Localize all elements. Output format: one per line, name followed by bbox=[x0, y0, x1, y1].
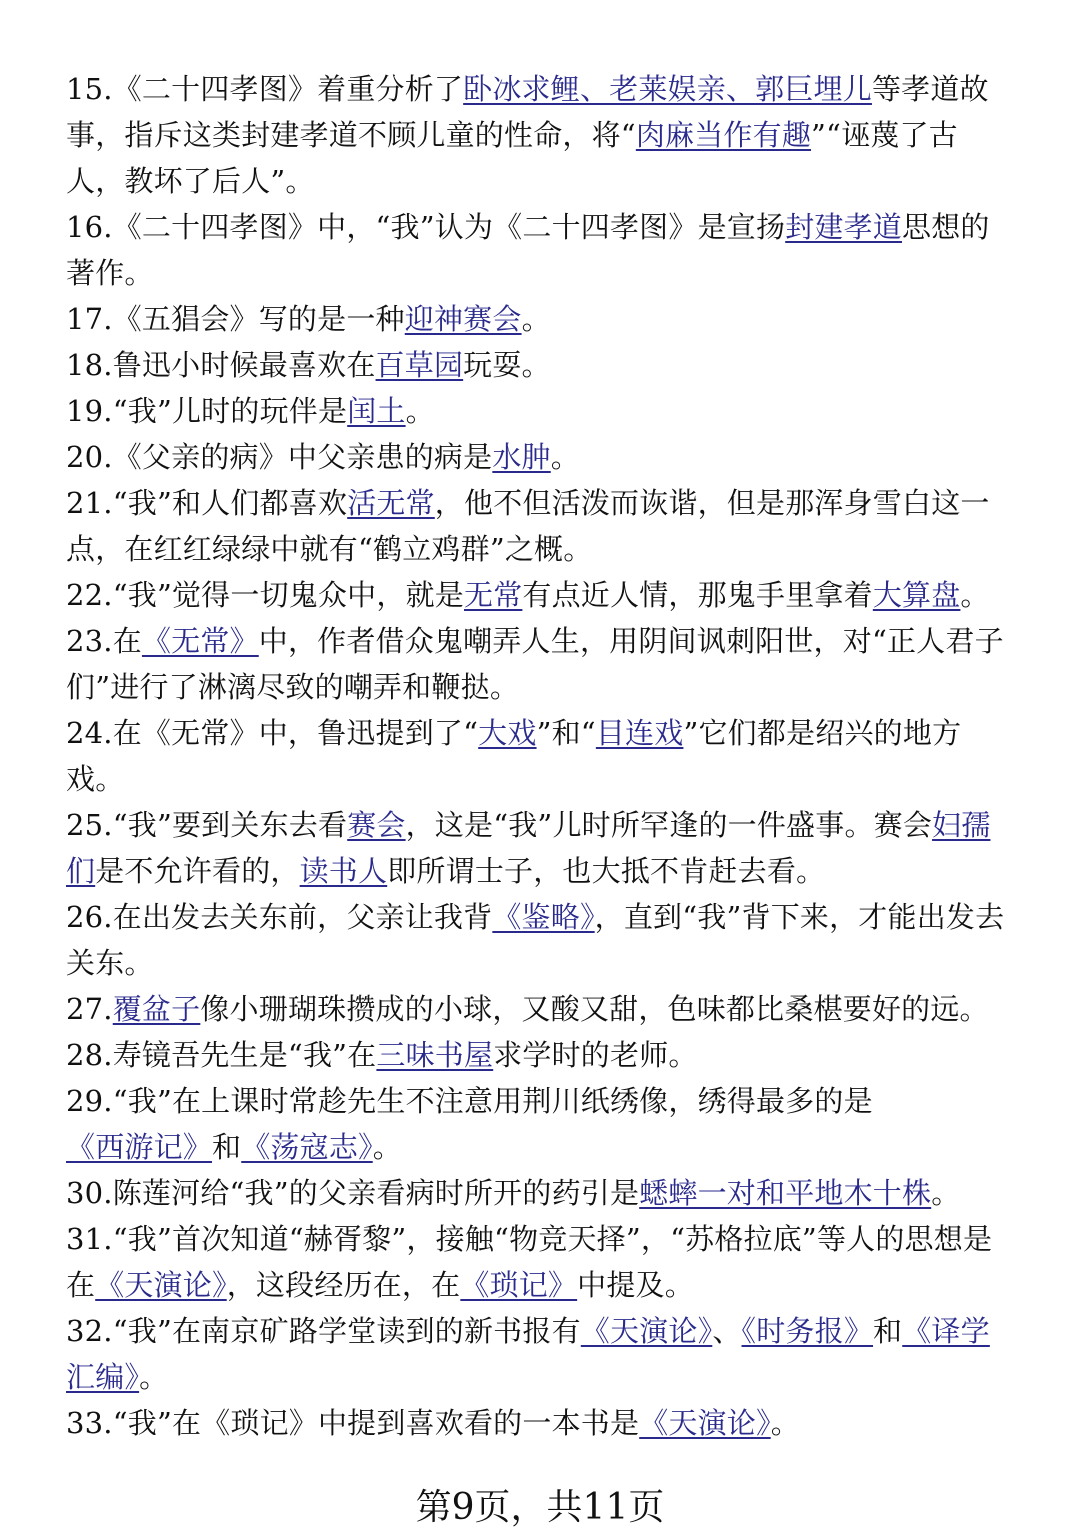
item-number: 20. bbox=[66, 440, 113, 474]
item-text: 。 bbox=[405, 394, 435, 428]
item-text: “我”和人们都喜欢 bbox=[112, 486, 348, 520]
item-text: 和 bbox=[212, 1130, 242, 1164]
question-item bbox=[66, 1216, 1016, 1308]
item-text: 。 bbox=[521, 302, 551, 336]
question-item bbox=[66, 1170, 1016, 1216]
answer-text: 肉麻当作有趣 bbox=[635, 118, 812, 152]
item-number: 30. bbox=[66, 1176, 113, 1210]
item-text: 中，作者借众鬼嘲弄人生，用阴间讽刺阳世，对“正人君子们”进行了淋漓尽致的嘲弄和鞭挞。 bbox=[66, 624, 1004, 704]
question-item bbox=[66, 204, 1016, 296]
item-number: 15. bbox=[66, 72, 113, 106]
item-text: 鲁迅小时候最喜欢在 bbox=[112, 348, 376, 382]
answer-text: 《荡寇志》 bbox=[241, 1130, 373, 1164]
answer-text: 百草园 bbox=[375, 348, 464, 382]
answer-text: 赛会 bbox=[347, 808, 406, 842]
item-text: 在出发去关东前，父亲让我背 bbox=[112, 900, 493, 934]
item-number: 29. bbox=[66, 1084, 113, 1118]
question-item bbox=[66, 618, 1016, 710]
item-number: 19. bbox=[66, 394, 113, 428]
answer-text: 《时务报》 bbox=[741, 1314, 874, 1348]
answer-text: 目连戏 bbox=[595, 716, 684, 750]
item-text: 。 bbox=[770, 1406, 800, 1440]
item-text: ”和“ bbox=[536, 716, 596, 750]
item-text: “我”在上课时常趁先生不注意用荆川纸绣像，绣得最多的是 bbox=[112, 1084, 873, 1118]
question-item bbox=[66, 1078, 1016, 1170]
answer-text: 水肿 bbox=[492, 440, 551, 474]
question-item bbox=[66, 802, 1016, 894]
question-item bbox=[66, 480, 1016, 572]
item-text: 陈莲河给“我”的父亲看病时所开的药引是 bbox=[112, 1176, 640, 1210]
answer-text: 无常 bbox=[464, 578, 523, 612]
item-number: 28. bbox=[66, 1038, 113, 1072]
item-text: 《二十四孝图》中，“我”认为《二十四孝图》是宣扬 bbox=[112, 210, 786, 244]
answer-text: 覆盆子 bbox=[112, 992, 201, 1026]
item-text: 思想的著作。 bbox=[66, 210, 990, 290]
question-item bbox=[66, 986, 1016, 1032]
answer-text: 大算盘 bbox=[872, 578, 961, 612]
item-text: ”它们都是绍兴的地方戏。 bbox=[66, 716, 962, 796]
item-text: 是不允许看的， bbox=[95, 854, 300, 888]
item-text: 《五猖会》写的是一种 bbox=[112, 302, 405, 336]
answer-text: 活无常 bbox=[347, 486, 435, 520]
answer-text: 《译学汇编》 bbox=[66, 1314, 990, 1394]
item-text: 。 bbox=[550, 440, 580, 474]
item-number: 24. bbox=[66, 716, 113, 750]
item-text: 像小珊瑚珠攒成的小球，又酸又甜，色味都比桑椹要好的远。 bbox=[200, 992, 989, 1026]
question-item bbox=[66, 1308, 1016, 1400]
item-text: “我”在《琐记》中提到喜欢看的一本书是 bbox=[112, 1406, 640, 1440]
answer-text: 《鉴略》 bbox=[492, 900, 595, 934]
item-text: ，直到“我”背下来，才能出发去关东。 bbox=[66, 900, 1005, 980]
item-number: 26. bbox=[66, 900, 113, 934]
answer-text: 《天演论》 bbox=[580, 1314, 713, 1348]
answer-text: 封建孝道 bbox=[785, 210, 902, 244]
answer-text: 三味书屋 bbox=[376, 1038, 494, 1072]
item-text: 在 bbox=[112, 624, 142, 658]
answer-text: 《天演论》 bbox=[639, 1406, 771, 1440]
item-number: 32. bbox=[66, 1314, 113, 1348]
item-text: “我”首次知道“赫胥黎”，接触“物竞天择”，“苏格拉底”等人的思想是在 bbox=[66, 1222, 993, 1302]
answer-text: 卧冰求鲤、老莱娱亲、郭巨埋儿 bbox=[463, 72, 872, 106]
item-text: ，他不但活泼而诙谐，但是那浑身雪白这一点，在红红绿绿中就有“鹤立鸡群”之概。 bbox=[66, 486, 990, 566]
item-text: 和 bbox=[873, 1314, 903, 1348]
item-text: 《二十四孝图》着重分析了 bbox=[112, 72, 464, 106]
question-item bbox=[66, 342, 1016, 388]
question-item bbox=[66, 572, 1016, 618]
question-item bbox=[66, 66, 1016, 204]
item-number: 31. bbox=[66, 1222, 113, 1256]
item-text: “我”要到关东去看 bbox=[112, 808, 348, 842]
answer-text: 闰土 bbox=[347, 394, 406, 428]
question-item bbox=[66, 296, 1016, 342]
item-text: 等孝道故事，指斥这类封建孝道不顾儿童的性命，将“ bbox=[66, 72, 989, 152]
item-number: 33. bbox=[66, 1406, 113, 1440]
answer-text: 读书人 bbox=[299, 854, 388, 888]
question-item bbox=[66, 388, 1016, 434]
item-number: 25. bbox=[66, 808, 113, 842]
question-item bbox=[66, 894, 1016, 986]
item-number: 17. bbox=[66, 302, 113, 336]
answer-text: 《西游记》 bbox=[66, 1130, 213, 1164]
answer-text: 《天演论》 bbox=[95, 1268, 227, 1302]
question-item bbox=[66, 710, 1016, 802]
item-number: 18. bbox=[66, 348, 113, 382]
item-text: ，这是“我”儿时所罕逢的一件盛事。赛会 bbox=[405, 808, 933, 842]
item-text: 玩耍。 bbox=[463, 348, 551, 382]
item-text: “我”觉得一切鬼众中，就是 bbox=[112, 578, 464, 612]
item-number: 22. bbox=[66, 578, 113, 612]
answer-text: 蟋蟀一对和平地木十株 bbox=[639, 1176, 932, 1210]
item-text: 即所谓士子，也大抵不肯赶去看。 bbox=[387, 854, 826, 888]
item-text: ，这段经历在，在 bbox=[226, 1268, 461, 1302]
answer-text: 《琐记》 bbox=[460, 1268, 578, 1302]
item-number: 27. bbox=[66, 992, 113, 1026]
item-number: 21. bbox=[66, 486, 113, 520]
question-item bbox=[66, 1400, 1016, 1446]
item-number: 16. bbox=[66, 210, 113, 244]
item-number: 23. bbox=[66, 624, 113, 658]
page-footer: 第9页，共11页 bbox=[415, 1487, 665, 1528]
question-item bbox=[66, 434, 1016, 480]
answer-text: 妇孺们 bbox=[66, 808, 991, 888]
item-text: “我”在南京矿路学堂读到的新书报有 bbox=[112, 1314, 581, 1348]
item-text: 求学时的老师。 bbox=[493, 1038, 698, 1072]
item-text: 、 bbox=[712, 1314, 742, 1348]
item-text: 。 bbox=[139, 1360, 169, 1394]
item-text: ”“诬蔑了古人，教坏了后人”。 bbox=[66, 118, 958, 198]
question-item bbox=[66, 1032, 1016, 1078]
item-text: 。 bbox=[372, 1130, 402, 1164]
answer-text: 迎神赛会 bbox=[404, 302, 522, 336]
item-text: 寿镜吾先生是“我”在 bbox=[112, 1038, 377, 1072]
item-text: 在《无常》中，鲁迅提到了“ bbox=[112, 716, 479, 750]
item-text: 。 bbox=[931, 1176, 961, 1210]
item-text: 有点近人情，那鬼手里拿着 bbox=[522, 578, 873, 612]
item-text: “我”儿时的玩伴是 bbox=[112, 394, 348, 428]
document-body bbox=[66, 66, 1016, 1446]
item-text: 《父亲的病》中父亲患的病是 bbox=[112, 440, 493, 474]
answer-text: 大戏 bbox=[478, 716, 537, 750]
answer-text: 《无常》 bbox=[141, 624, 259, 658]
item-text: 。 bbox=[960, 578, 990, 612]
item-text: 中提及。 bbox=[577, 1268, 694, 1302]
